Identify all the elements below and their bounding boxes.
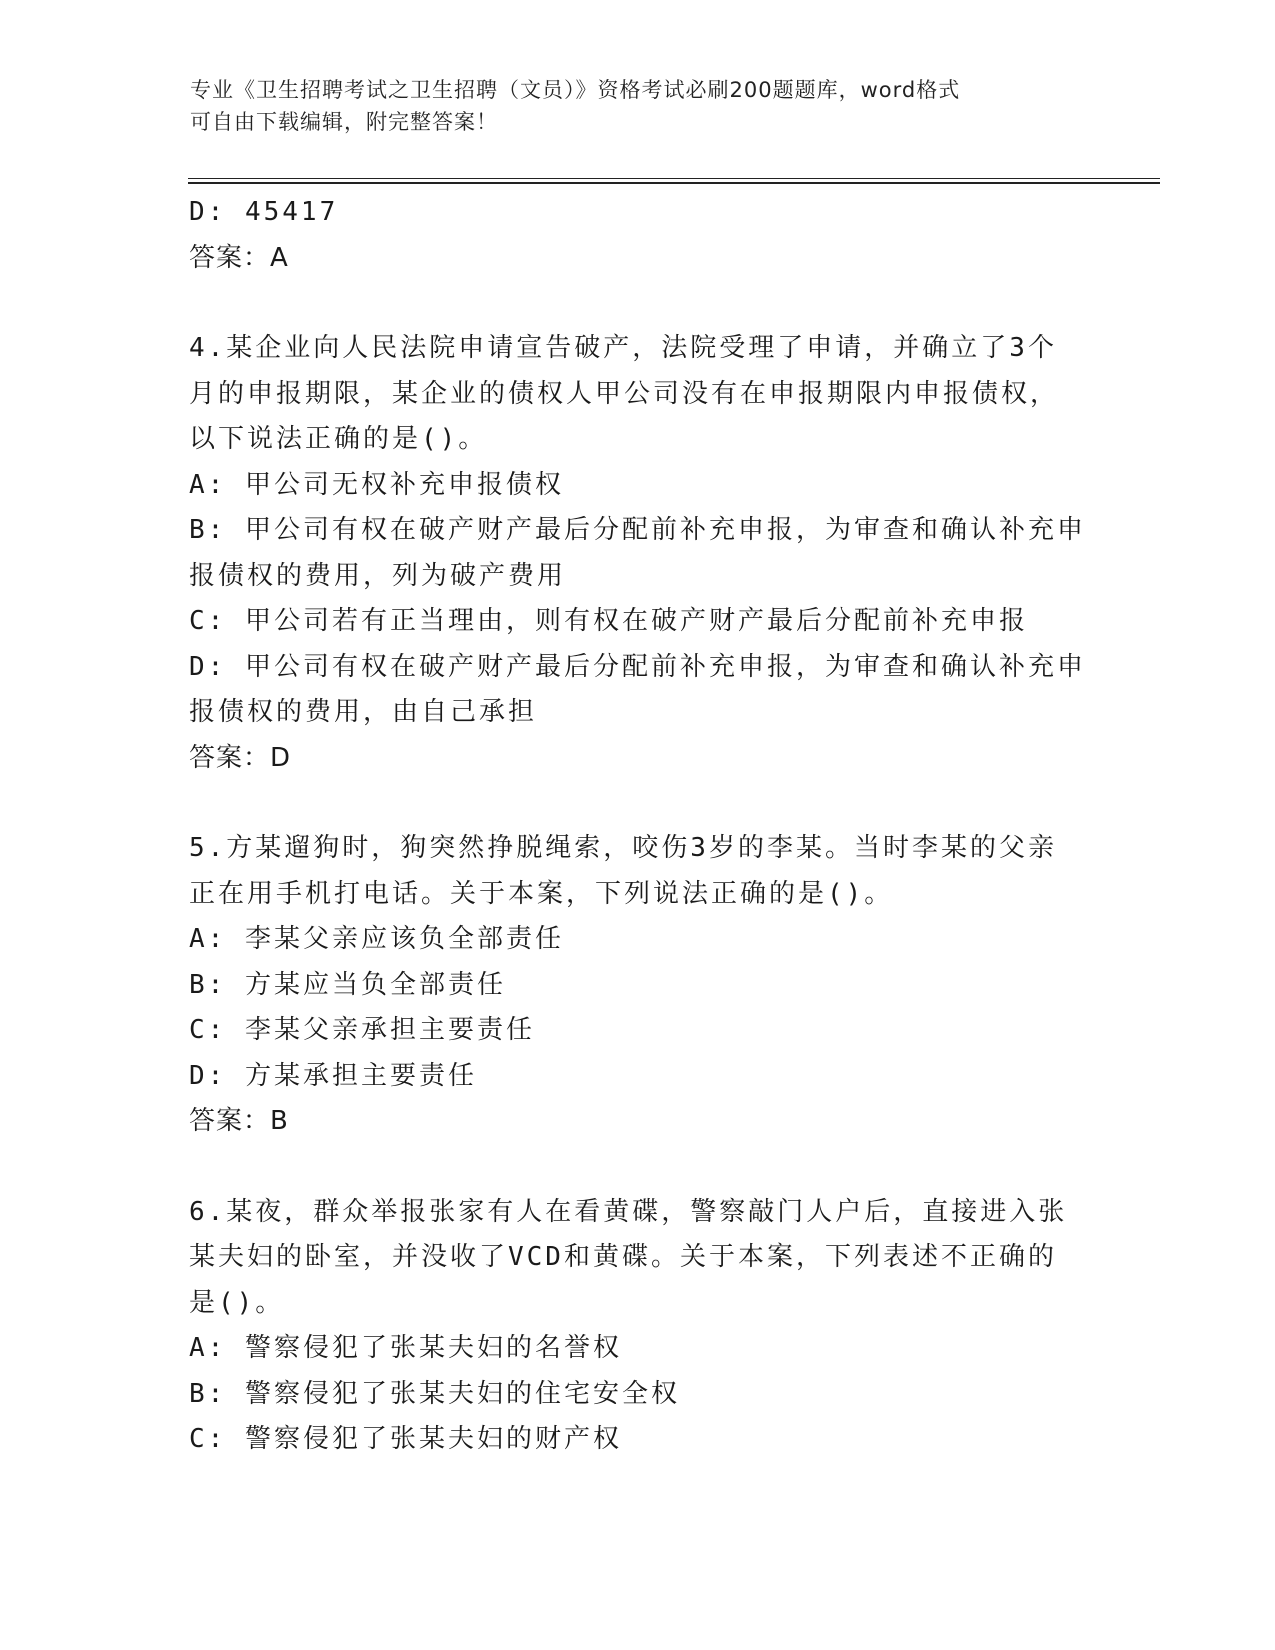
spacer: [189, 781, 1089, 826]
question-stem-line: 月的申报期限，某企业的债权人甲公司没有在申报期限内申报债权，: [189, 378, 1060, 409]
document-body: [189, 190, 1089, 1463]
spacer: [189, 1145, 1089, 1190]
question-3-tail: [189, 190, 1089, 281]
question-4: [189, 326, 1089, 781]
option-b-line-1: B: 甲公司有权在破产财产最后分配前补充申报，为审查和确认补充申: [189, 515, 1086, 545]
question-stem-line: 某夫妇的卧室，并没收了VCD和黄碟。关于本案，下列表述不正确的: [189, 1242, 1057, 1272]
question-5: [189, 826, 1089, 1145]
spacer: [189, 281, 1089, 326]
header-title-line-2: 可自由下载编辑，附完整答案！: [190, 110, 498, 134]
page-header: [190, 74, 1090, 138]
question-stem-line: 5.方某遛狗时，狗突然挣脱绳索，咬伤3岁的李某。当时李某的父亲: [189, 833, 1057, 863]
option-c: C: 甲公司若有正当理由，则有权在破产财产最后分配前补充申报: [189, 606, 1028, 636]
answer-line: 答案：A: [189, 242, 289, 273]
question-stem-line: 以下说法正确的是()。: [189, 424, 488, 454]
option-d: D: 45417: [189, 197, 339, 227]
option-b: B: 方某应当负全部责任: [189, 969, 506, 1000]
header-title-line-1: 专业《卫生招聘考试之卫生招聘（文员）》资格考试必刷200题题库，word格式: [190, 78, 961, 102]
question-stem-line: 正在用手机打电话。关于本案，下列说法正确的是()。: [189, 878, 894, 909]
question-6: [189, 1190, 1089, 1463]
option-b: B: 警察侵犯了张某夫妇的住宅安全权: [189, 1378, 680, 1409]
option-d: D: 方某承担主要责任: [189, 1060, 477, 1091]
option-c: C: 警察侵犯了张某夫妇的财产权: [189, 1424, 622, 1454]
question-stem-line: 是()。: [189, 1287, 285, 1318]
header-divider: [188, 178, 1160, 184]
option-d-line-1: D: 甲公司有权在破产财产最后分配前补充申报，为审查和确认补充申: [189, 651, 1086, 682]
answer-line: 答案：B: [189, 1106, 289, 1136]
option-c: C: 李某父亲承担主要责任: [189, 1015, 535, 1045]
option-d-line-2: 报债权的费用，由自己承担: [189, 697, 538, 727]
option-a: A: 警察侵犯了张某夫妇的名誉权: [189, 1333, 622, 1363]
option-a: A: 甲公司无权补充申报债权: [189, 469, 564, 500]
question-stem-line: 6.某夜，群众举报张家有人在看黄碟，警察敲门人户后，直接进入张: [189, 1196, 1068, 1227]
question-stem-line: 4.某企业向人民法院申请宣告破产，法院受理了申请，并确立了3个: [189, 333, 1057, 363]
option-b-line-2: 报债权的费用，列为破产费用: [189, 560, 567, 591]
option-a: A: 李某父亲应该负全部责任: [189, 924, 564, 954]
answer-line: 答案：D: [189, 742, 292, 773]
